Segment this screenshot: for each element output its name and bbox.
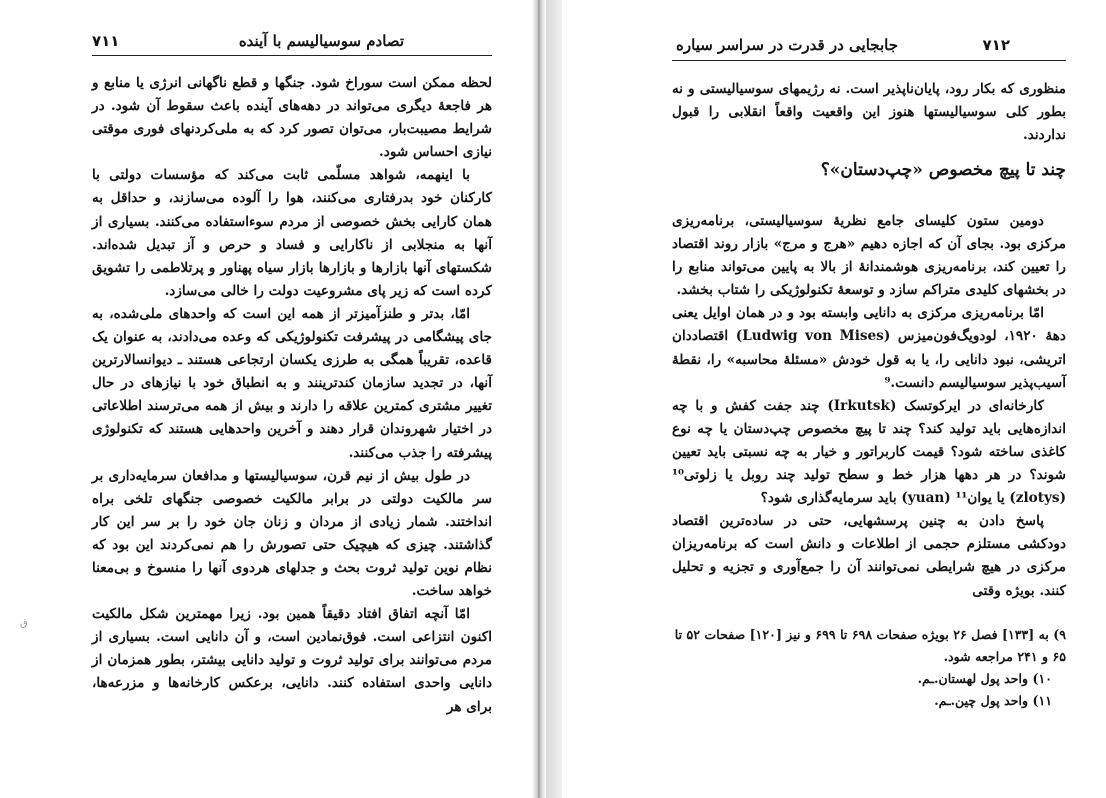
paragraph: امّا برنامه‌ریزی مرکزی به دانایی وابسته بود و در همان اوایل یعنی دههٔ ۱۹۲۰، لودویگ‌فون‌میزس (Ludwig von Mises) اقتصاددان اتریشی، نبود دانایی را، یا به قول خودش «مسئلهٔ محاسبه» را، نقطهٔ آسیب‌پذیر سوسیالیسم دانست.⁹ xyxy=(672,305,1066,391)
left-page-number: ۷۱۱ xyxy=(92,32,120,50)
footnote: ۹) به [۱۳۳] فصل ۲۶ بویژه صفحات ۶۹۸ تا ۶۹۹ و نیز [۱۲۰] صفحات ۵۲ تا ۶۵ و ۲۴۱ مراجعه شود. xyxy=(674,627,1066,664)
paragraph: دومین ستون کلیسای جامع نظریهٔ سوسیالیستی، برنامه‌ریزی مرکزی بود. بجای آن که اجازه دهیم «هرج و مرج» بازار روند اقتصاد را تعیین کند، برنامه‌ریزی هوشمندانهٔ از بالا به پایین می‌تواند منابع را در بخشهای کلیدی متراکم سازد و توسعهٔ تکنولوژیکی را شتاب بخشد. xyxy=(672,213,1066,299)
left-head-rule xyxy=(92,55,492,56)
paragraph: امّا آنچه اتفاق افتاد دقیقاً همین بود. زیرا مهمترین شکل مالکیت اکنون انتزاعی است. فوق‌نمادین است، و آن دانایی است. بسیاری از مردم می‌توانند برای تولید ثروت و تولید دانایی بیشتر، بطور همزمان از دانایی واحدی استفاده کنند. دانایی، برعکس کارخانه‌ها و مزرعه‌ها، برای هر xyxy=(92,606,492,715)
paragraph: کارخانه‌ای در ایرکوتسک (Irkutsk) چند جفت کفش و با چه اندازه‌هایی باید تولید کند؟ چند تا پیچ مخصوص چپ‌دستان یا چه نوع کاغذی ساخته شود؟ قیمت کاربراتور و خیار به چه نسبتی باید تعیین شوند؟ در هر دهها هزار خط و سطح تولید چند روبل یا زلوتی¹⁰ (zlotys) یا یوان¹¹ (yuan) باید سرمایه‌گذاری شود؟ xyxy=(672,397,1066,507)
right-intro-text xyxy=(672,78,1066,147)
footnote: ۱۱) واحد پول چین.ـم. xyxy=(934,693,1052,708)
paragraph: با اینهمه، شواهد مسلّمی ثابت می‌کند که مؤسسات دولتی با کارکنان خود بدرفتاری می‌کنند، هوا را آلوده می‌سازند، و حداقل به همان کارایی بخش خصوصی از مردم سوءاستفاده می‌کنند. بسیاری از آنها به منجلابی از ناکارایی و فساد و حرص و آز تبدیل شده‌اند. شکستهای آنها بازارها و بازارها بازار سیاه پهناور و پرتلاطمی را تشویق کرده است که زیر پای مشروعیت دولت را خالی می‌سازد. xyxy=(92,167,492,299)
paragraph: در طول بیش از نیم قرن، سوسیالیستها و مدافعان سرمایه‌داری بر سر مالکیت دولتی در برابر مالکیت خصوصی جنگهای تلخی براه انداختند. شمار زیادی از مردان و زنان جان خود را بر سر این کار گذاشتند. چیزی که هیچیک حتی تصورش را هم نمی‌کردند این بود که نظام نوین تولید ثروت بحث و جدلهای هردوی آنها را منسوخ و بی‌معنا خواهد ساخت. xyxy=(92,467,492,600)
book-gutter xyxy=(532,0,546,798)
section-heading: چند تا پیچ مخصوص «چپ‌دستان»؟ xyxy=(820,160,1066,180)
paragraph: امّا، بدتر و طنزآمیزتر از همه این است که واحدهای ملی‌شده، به جای پیشگامی در پیشرفت تکنولوژیکی که وعده می‌دادند، به عنوان یک قاعده، تقریباً همگی به طرزی یکسان ارتجاعی هستند ـ دیوانسالارترین آنها، در تجدید سازمان کندترینند و به انطباق خود با نیازهای در حال تغییر مشتری کمترین علاقه را دارند و بیش از همه می‌ترسند اطلاعاتی در اختیار شهروندان قرار دهند و آخرین واحدهایی هستند که تکنولوژی پیشرفته را جذب می‌کنند. xyxy=(92,305,492,461)
left-running-title: تصادم سوسیالیسم با آینده xyxy=(238,32,404,50)
left-page xyxy=(0,0,532,798)
footnote: ۱۰) واحد پول لهستان.ـم. xyxy=(917,671,1052,686)
right-body-text xyxy=(672,210,1066,603)
margin-mark: ق xyxy=(20,618,28,629)
right-head-rule xyxy=(672,60,1066,61)
footnotes xyxy=(658,624,1066,712)
paragraph: منظوری که بکار رود، پایان‌ناپذیر است. نه رژیمهای سوسیالیستی و نه بطور کلی سوسیالیستها هنوز این واقعیت واقعاً انقلابی را قبول نداردند. xyxy=(672,81,1066,144)
left-body-text xyxy=(92,72,492,719)
right-running-title: جابجایی در قدرت در سراسر سیاره xyxy=(676,36,898,54)
book-gutter-shadow xyxy=(546,0,562,798)
right-page-number: ۷۱۲ xyxy=(982,36,1010,54)
paragraph: پاسخ دادن به چنین پرسشهایی، حتی در ساده‌ترین اقتصاد دودکشی مستلزم حجمی از اطلاعات و دانش است که برنامه‌ریزان مرکزی در هیچ شرایطی نمی‌توانند آن را جمع‌آوری و تجزیه و تحلیل کنند. بویژه وقتی xyxy=(672,513,1066,599)
right-page xyxy=(562,0,1106,798)
paragraph: لحظه ممکن است سوراخ شود. جنگها و قطع ناگهانی انرژی یا منابع و هر فاجعهٔ دیگری می‌تواند در دهه‌های آینده باعث سقوط آن شود. در شرایط مصیبت‌بار، می‌توان تصور کرد که به ملی‌کردنهای فوری موقتی نیازی احساس شود. xyxy=(92,75,492,161)
